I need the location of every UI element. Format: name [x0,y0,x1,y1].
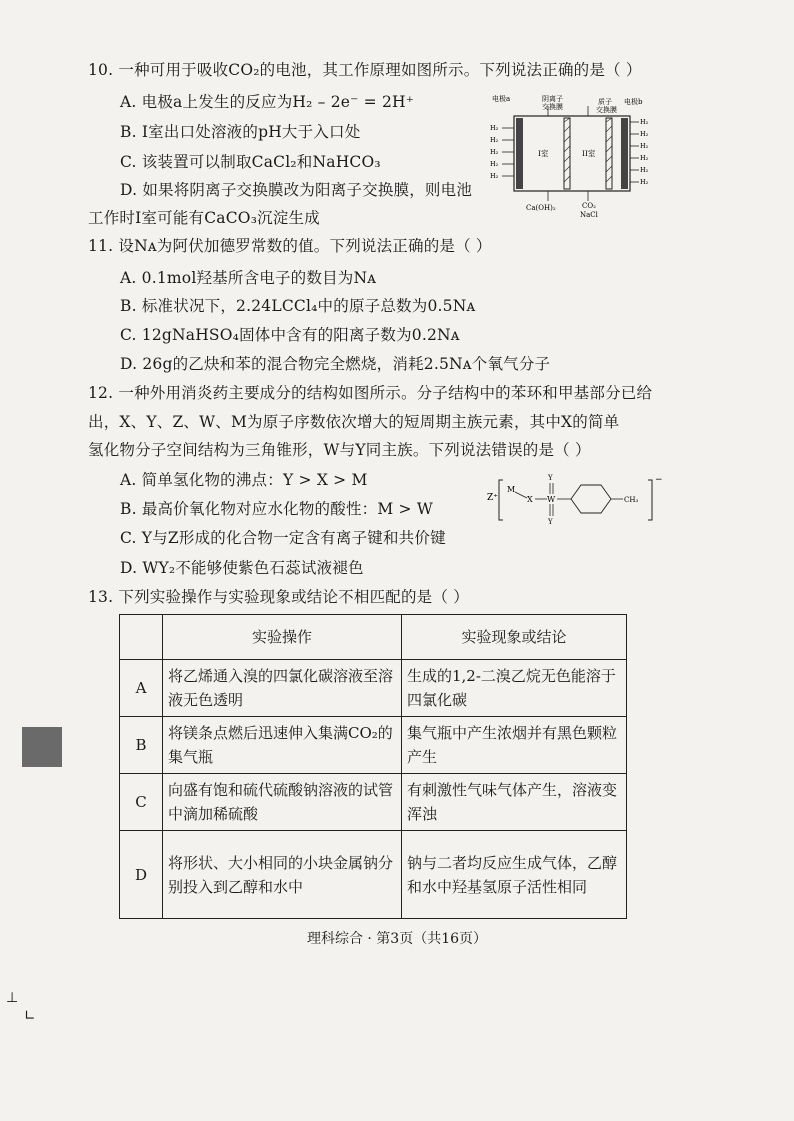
h2-right-5: H₂ [640,166,649,174]
struct-minus: − [655,475,663,485]
q12-stem-line1: 12. 一种外用消炎药主要成分的结构如图所示。分子结构中的苯环和甲基部分已给 [88,384,653,402]
molecule-structure [485,468,663,528]
q10-stem: 10. 一种可用于吸收CO₂的电池，其工作原理如图所示。下列说法正确的是（ ） [88,61,642,79]
q12-stem-line2: 出，X、Y、Z、W、M为原子序数依次增大的短周期主族元素，其中X的简单 [88,413,620,431]
h2-right-4: H₂ [640,154,649,162]
q10-option-c: C. 该装置可以制取CaCl₂和NaHCO₃ [120,153,381,171]
struct-w: W [547,495,556,504]
q10-option-a: A. 电极a上发生的反应为H₂ – 2e⁻ = 2H⁺ [120,93,415,111]
label-nacl: NaCl [580,211,598,219]
struct-x: X [527,495,533,504]
table-header-blank [120,615,163,660]
row-result: 集气瓶中产生浓烟并有黑色颗粒产生 [402,717,627,774]
row-label: B [120,717,163,774]
scan-mark [22,727,62,767]
row-result: 钠与二者均反应生成气体，乙醇和水中羟基氢原子活性相同 [402,831,627,919]
table-row [120,774,627,831]
row-operation: 将乙烯通入溴的四氯化碳溶液至溶液无色透明 [163,660,402,717]
struct-y-bottom: Y [548,518,553,526]
row-operation: 将镁条点燃后迅速伸入集满CO₂的集气瓶 [163,717,402,774]
label-proton-membrane-1: 质子 [598,98,612,106]
struct-y-top: Y [548,474,553,482]
q11-stem: 11. 设Nᴀ为阿伏加德罗常数的值。下列说法正确的是（ ） [88,237,492,255]
experiment-table [119,614,627,919]
electrode-b [621,118,628,189]
benzene-ring [571,485,611,513]
label-room-1: I室 [538,149,549,158]
battery-diagram [488,92,658,222]
crop-mark-corner-icon: ∟ [24,1008,36,1024]
label-anion-membrane-2: 交换膜 [542,103,563,111]
q11-option-a: A. 0.1mol羟基所含电子的数目为Nᴀ [120,269,377,287]
table-header-result: 实验现象或结论 [402,615,627,660]
h2-left-5: H₂ [490,172,499,180]
h2-right-2: H₂ [640,130,649,138]
q12-option-b: B. 最高价氧化物对应水化物的酸性：M > W [120,500,433,518]
table-header-row [120,615,627,660]
q11-option-d: D. 26g的乙炔和苯的混合物完全燃烧，消耗2.5Nᴀ个氧气分子 [120,355,551,373]
q11-option-b: B. 标准状况下，2.24LCCl₄中的原子总数为0.5Nᴀ [120,297,476,315]
h2-right-6: H₂ [640,178,649,186]
label-proton-membrane-2: 交换膜 [596,106,617,114]
q13-stem: 13. 下列实验操作与实验现象或结论不相匹配的是（ ） [88,588,469,606]
q10-option-d-line2: 工作时I室可能有CaCO₃沉淀生成 [88,209,320,227]
label-caoh2: Ca(OH)₂ [526,204,556,212]
row-label: D [120,831,163,919]
q10-option-b: B. I室出口处溶液的pH大于入口处 [120,123,361,141]
row-result: 生成的1,2-二溴乙烷无色能溶于四氯化碳 [402,660,627,717]
h2-left-4: H₂ [490,160,499,168]
label-electrode-b: 电极b [624,98,643,106]
struct-m: M [507,485,516,494]
table-row [120,831,627,919]
h2-left-3: H₂ [490,148,499,156]
q11-option-c: C. 12gNaHSO₄固体中含有的阳离子数为0.2Nᴀ [120,326,460,344]
table-row [120,717,627,774]
row-operation: 将形状、大小相同的小块金属钠分别投入到乙醇和水中 [163,831,402,919]
table-header-operation: 实验操作 [163,615,402,660]
crop-mark-icon: ⊥ [6,990,19,1006]
h2-left-2: H₂ [490,136,499,144]
q12-stem-line3: 氢化物分子空间结构为三角锥形，W与Y同主族。下列说法错误的是（ ） [88,441,591,459]
label-anion-membrane-1: 阴离子 [542,95,563,103]
table-row [120,660,627,717]
h2-right-3: H₂ [640,142,649,150]
row-label: C [120,774,163,831]
row-result: 有刺激性气味气体产生，溶液变浑浊 [402,774,627,831]
label-room-2: II室 [582,149,596,158]
row-label: A [120,660,163,717]
h2-left-1: H₂ [490,124,499,132]
label-electrode-a: 电极a [492,95,511,103]
q12-option-c: C. Y与Z形成的化合物一定含有离子键和共价键 [120,529,446,547]
label-co2: CO₂ [582,202,596,210]
row-operation: 向盛有饱和硫代硫酸钠溶液的试管中滴加稀硫酸 [163,774,402,831]
struct-ch3: CH₃ [624,496,639,504]
electrode-a [516,118,523,189]
q10-option-d-line1: D. 如果将阴离子交换膜改为阳离子交换膜，则电池 [120,181,473,199]
struct-z: Z⁺ [487,493,499,503]
page-footer: 理科综合 · 第3页（共16页） [306,931,488,947]
q12-option-a: A. 简单氢化物的沸点：Y > X > M [120,471,368,489]
h2-right-1: H₂ [640,118,649,126]
q12-option-d: D. WY₂不能够使紫色石蕊试液褪色 [120,559,364,577]
